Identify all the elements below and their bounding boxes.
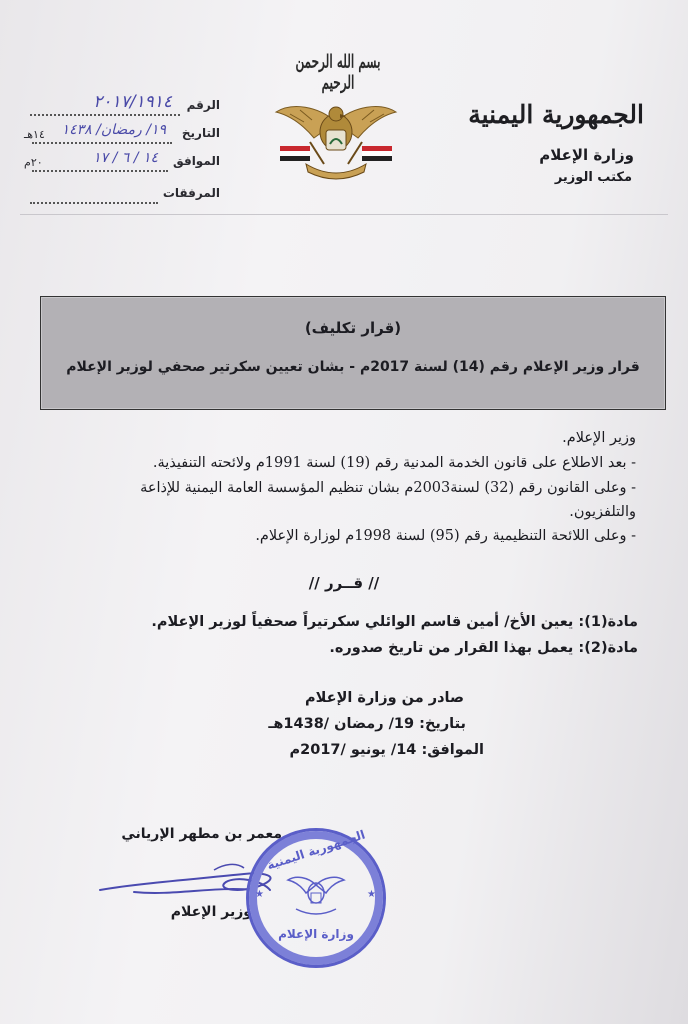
- reference-corresponding-line: [32, 170, 168, 172]
- yemen-eagle-emblem-icon: [270, 92, 402, 184]
- reference-corresponding-label: الموافق: [173, 154, 220, 168]
- issued-by: صادر من وزارة الإعلام: [305, 690, 464, 706]
- article-2: مادة(2): يعمل بهذا القرار من تاريخ صدوره.: [329, 640, 638, 656]
- body-item-3: - وعلى اللائحة التنظيمية رقم (95) لسنة 1998م لوزارة الإعلام.: [255, 528, 636, 544]
- stamp-bottom-text: وزارة الإعلام: [278, 927, 354, 941]
- article-1: مادة(1): يعين الأخ/ أمين قاسم الوائلي سكرتيراً صحفياً لوزير الإعلام.: [151, 614, 638, 630]
- issued-hijri-date: بتاريخ: 19/ رمضان /1438هـ: [268, 716, 466, 732]
- decision-type-heading: (قرار تكليف): [304, 319, 402, 337]
- header-divider: [20, 214, 668, 215]
- reference-corresponding-value: ١٤ / ٦ / ١٧: [93, 150, 158, 166]
- reference-block: [24, 92, 220, 212]
- signatory-role: وزير الإعلام: [170, 904, 252, 920]
- header-office-name: مكتب الوزير: [554, 170, 632, 185]
- bismillah-calligraphy: بسم الله الرحمن الرحيم: [295, 51, 381, 93]
- stamp-top-text: الجمهورية اليمنية: [265, 827, 367, 873]
- header-country-name: الجمهورية اليمنية: [468, 100, 644, 129]
- signatory-name: معمر بن مطهر الإرياني: [121, 826, 282, 842]
- reference-date-value: ١٩/ رمضان/ ١٤٣٨: [61, 122, 166, 138]
- reference-attachments-label: المرفقات: [162, 186, 220, 200]
- body-intro: وزير الإعلام.: [562, 430, 636, 446]
- reference-date-line: [32, 142, 172, 144]
- stamp-star-icon: ★: [367, 889, 376, 900]
- decision-heading: // قــرر //: [308, 574, 380, 592]
- reference-number-value: ٢٠١٧/١٩١٤: [93, 92, 172, 112]
- reference-attachments-line: [30, 202, 158, 204]
- body-item-2b: والتلفزيون.: [569, 504, 636, 520]
- body-item-1: - بعد الاطلاع على قانون الخدمة المدنية رقم (19) لسنة 1991م ولائحته التنفيذية.: [152, 455, 636, 471]
- issued-gregorian-date: الموافق: 14/ يونيو /2017م: [289, 742, 484, 758]
- reference-corresponding-suffix: ٢٠م: [24, 156, 43, 169]
- official-stamp: [246, 828, 386, 968]
- reference-number-label: الرقم: [186, 98, 220, 112]
- decision-subject: قرار وزير الإعلام رقم (14) لسنة 2017م - بشان تعيين سكرتير صحفي لوزير الإعلام: [66, 359, 640, 375]
- stamp-emblem-icon: [286, 871, 346, 919]
- reference-number-line: [30, 114, 180, 116]
- reference-date-suffix: ١٤هـ: [24, 128, 45, 141]
- header-ministry-name: وزارة الإعلام: [539, 146, 634, 164]
- body-item-2a: - وعلى القانون رقم (32) لسنة2003م بشان تنظيم المؤسسة العامة اليمنية للإذاعة: [140, 480, 636, 496]
- stamp-star-icon: ★: [255, 889, 264, 900]
- reference-date-label: التاريخ: [181, 126, 220, 140]
- decision-title-box: [40, 296, 666, 410]
